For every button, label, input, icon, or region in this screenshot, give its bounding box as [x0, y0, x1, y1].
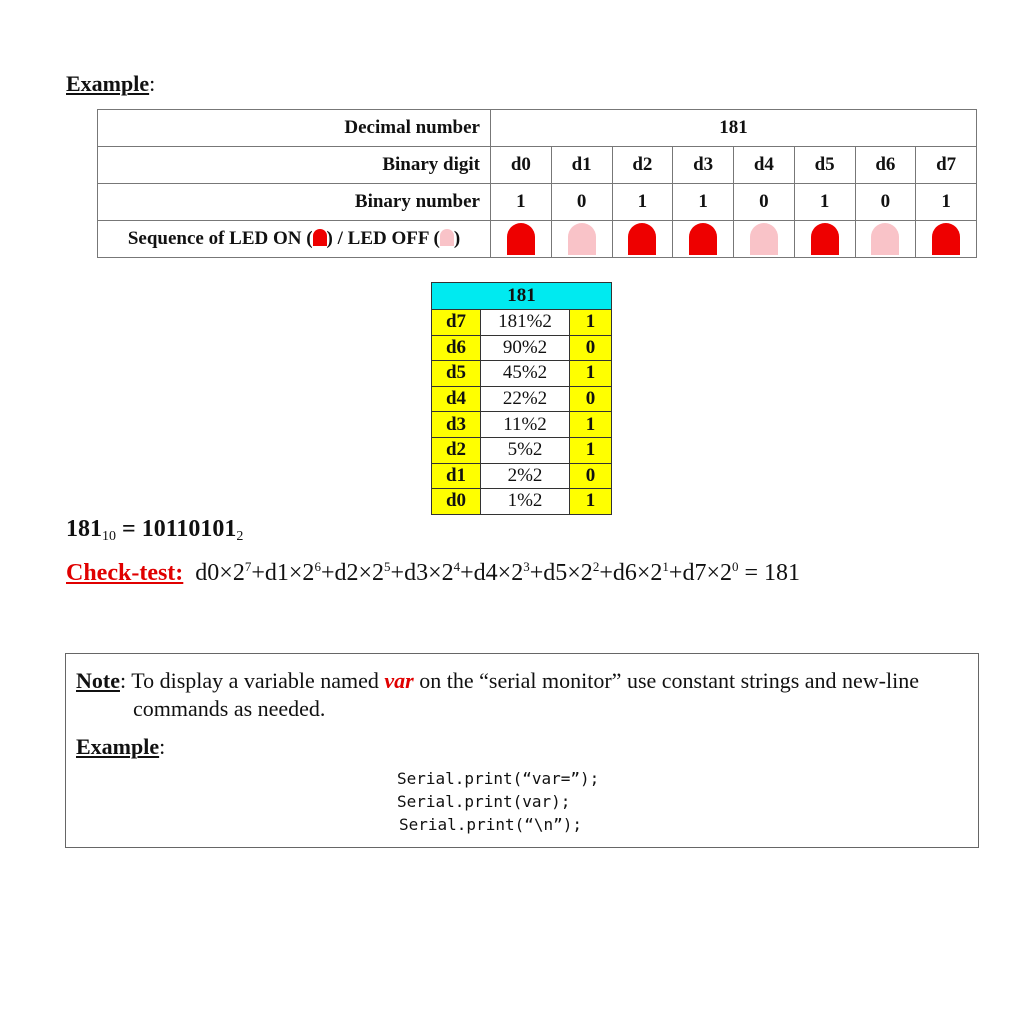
digit-row	[98, 147, 977, 184]
binary-conversion-table	[97, 109, 977, 258]
formula-times-two: ×2	[358, 560, 385, 586]
division-digit: d1	[432, 463, 481, 489]
binary-number-label: Binary number	[98, 184, 491, 221]
bit-cell: 1	[491, 184, 552, 221]
check-test-formula	[195, 560, 738, 586]
division-expression: 11%2	[481, 412, 570, 438]
decimal-number-value: 181	[491, 110, 977, 147]
note-var-name: var	[384, 668, 414, 693]
digit-header: d0	[491, 147, 552, 184]
led-icon	[568, 223, 596, 255]
division-expression: 181%2	[481, 310, 570, 336]
check-test-label: Check-test:	[66, 560, 184, 586]
formula-times-two: ×2	[497, 560, 524, 586]
result-binary: 10110101	[141, 516, 237, 542]
led-cell	[551, 221, 612, 258]
led-icon	[811, 223, 839, 255]
result-binary-base: 2	[236, 529, 244, 544]
example-heading: Example	[66, 71, 150, 96]
digit-header: d2	[612, 147, 673, 184]
note-example-heading-wrapper	[76, 734, 165, 760]
bit-cell: 1	[916, 184, 977, 221]
division-row	[432, 335, 612, 361]
led-icon	[628, 223, 656, 255]
division-row	[432, 361, 612, 387]
decimal-number-label: Decimal number	[98, 110, 491, 147]
check-test-result: = 181	[738, 560, 801, 586]
division-bit: 1	[570, 412, 612, 438]
led-off-icon	[440, 229, 454, 246]
division-row	[432, 489, 612, 515]
digit-header: d5	[794, 147, 855, 184]
led-icon	[932, 223, 960, 255]
division-bit: 1	[570, 310, 612, 336]
division-expression: 22%2	[481, 386, 570, 412]
division-table	[431, 282, 612, 515]
division-row	[432, 463, 612, 489]
formula-times-two: ×2	[288, 560, 315, 586]
note-line-2: commands as needed.	[133, 696, 326, 721]
result-equals: =	[116, 516, 142, 542]
note-text-before: : To display a variable named	[119, 668, 385, 693]
note-text-after: on the “serial monitor” use constant strings and new-line	[413, 668, 919, 693]
formula-digit: d6	[612, 560, 637, 586]
formula-times-two: ×2	[219, 560, 245, 586]
division-row	[432, 310, 612, 336]
digit-header: d6	[855, 147, 916, 184]
led-label-part1: Sequence of LED ON (	[127, 228, 313, 249]
bit-cell: 0	[551, 184, 612, 221]
formula-digit: d2	[334, 560, 359, 586]
plus-sign: +	[460, 560, 474, 586]
formula-exponent: 3	[523, 559, 530, 574]
led-label-part3: )	[453, 228, 461, 249]
division-table-header: 181	[432, 283, 612, 310]
division-expression: 90%2	[481, 335, 570, 361]
conversion-result	[66, 516, 243, 545]
division-bit: 0	[570, 335, 612, 361]
result-decimal: 181	[66, 516, 102, 542]
bit-cell: 1	[673, 184, 734, 221]
plus-sign: +	[599, 560, 613, 586]
formula-digit: d7	[682, 560, 707, 586]
decimal-row	[98, 110, 977, 147]
led-cell	[491, 221, 552, 258]
led-cell	[794, 221, 855, 258]
plus-sign: +	[390, 560, 405, 586]
heading-colon: :	[149, 71, 156, 96]
formula-digit: d4	[473, 560, 498, 586]
example-heading-wrapper	[66, 71, 155, 97]
bit-cell: 0	[855, 184, 916, 221]
check-test-line	[66, 560, 800, 587]
division-table-body	[432, 310, 612, 515]
digit-header: d7	[916, 147, 977, 184]
division-digit: d7	[432, 310, 481, 336]
division-digit: d5	[432, 361, 481, 387]
plus-sign: +	[668, 560, 683, 586]
note-example-heading: Example	[76, 734, 160, 759]
led-on-icon	[313, 229, 327, 246]
binary-digit-label: Binary digit	[98, 147, 491, 184]
division-digit: d3	[432, 412, 481, 438]
code-line-2: Serial.print(var);	[397, 792, 571, 811]
led-cell	[612, 221, 673, 258]
formula-digit: d1	[264, 560, 289, 586]
division-row	[432, 386, 612, 412]
bit-cell: 0	[734, 184, 795, 221]
division-digit: d6	[432, 335, 481, 361]
division-bit: 0	[570, 463, 612, 489]
formula-times-two: ×2	[636, 560, 663, 586]
division-bit: 1	[570, 489, 612, 515]
digit-header: d4	[734, 147, 795, 184]
formula-exponent: 0	[732, 559, 739, 574]
led-icon	[871, 223, 899, 255]
formula-digit: d5	[543, 560, 568, 586]
formula-digit: d0	[195, 560, 220, 586]
led-label-part2: ) / LED OFF (	[326, 228, 440, 249]
plus-sign: +	[320, 560, 335, 586]
digit-header: d3	[673, 147, 734, 184]
led-cell	[855, 221, 916, 258]
plus-sign: +	[251, 560, 265, 586]
code-line-1: Serial.print(“var=”);	[397, 769, 600, 788]
led-icon	[750, 223, 778, 255]
division-row	[432, 437, 612, 463]
led-cell	[916, 221, 977, 258]
division-expression: 2%2	[481, 463, 570, 489]
led-sequence-label	[98, 221, 491, 258]
division-expression: 1%2	[481, 489, 570, 515]
formula-times-two: ×2	[567, 560, 593, 586]
digit-header: d1	[551, 147, 612, 184]
led-cell	[673, 221, 734, 258]
led-row	[98, 221, 977, 258]
division-digit: d4	[432, 386, 481, 412]
formula-digit: d3	[404, 560, 429, 586]
led-icon	[689, 223, 717, 255]
note-box	[65, 653, 979, 848]
division-digit: d2	[432, 437, 481, 463]
plus-sign: +	[529, 560, 544, 586]
division-bit: 1	[570, 361, 612, 387]
code-line-3: Serial.print(“\n”);	[399, 815, 583, 834]
led-cell	[734, 221, 795, 258]
formula-exponent: 4	[453, 559, 461, 574]
binary-row	[98, 184, 977, 221]
result-decimal-base: 10	[102, 529, 116, 544]
formula-times-two: ×2	[706, 560, 732, 586]
formula-times-two: ×2	[428, 560, 454, 586]
note-label: Note	[76, 668, 120, 693]
note-line-1	[76, 668, 919, 694]
formula-exponent: 1	[662, 559, 669, 574]
formula-exponent: 2	[592, 559, 600, 574]
division-expression: 45%2	[481, 361, 570, 387]
bit-cell: 1	[612, 184, 673, 221]
bit-cell: 1	[794, 184, 855, 221]
note-example-colon: :	[159, 734, 166, 759]
led-icon	[507, 223, 535, 255]
division-bit: 1	[570, 437, 612, 463]
division-row	[432, 412, 612, 438]
division-bit: 0	[570, 386, 612, 412]
formula-exponent: 7	[244, 559, 252, 574]
formula-exponent: 5	[384, 559, 391, 574]
division-digit: d0	[432, 489, 481, 515]
formula-exponent: 6	[314, 559, 321, 574]
division-expression: 5%2	[481, 437, 570, 463]
